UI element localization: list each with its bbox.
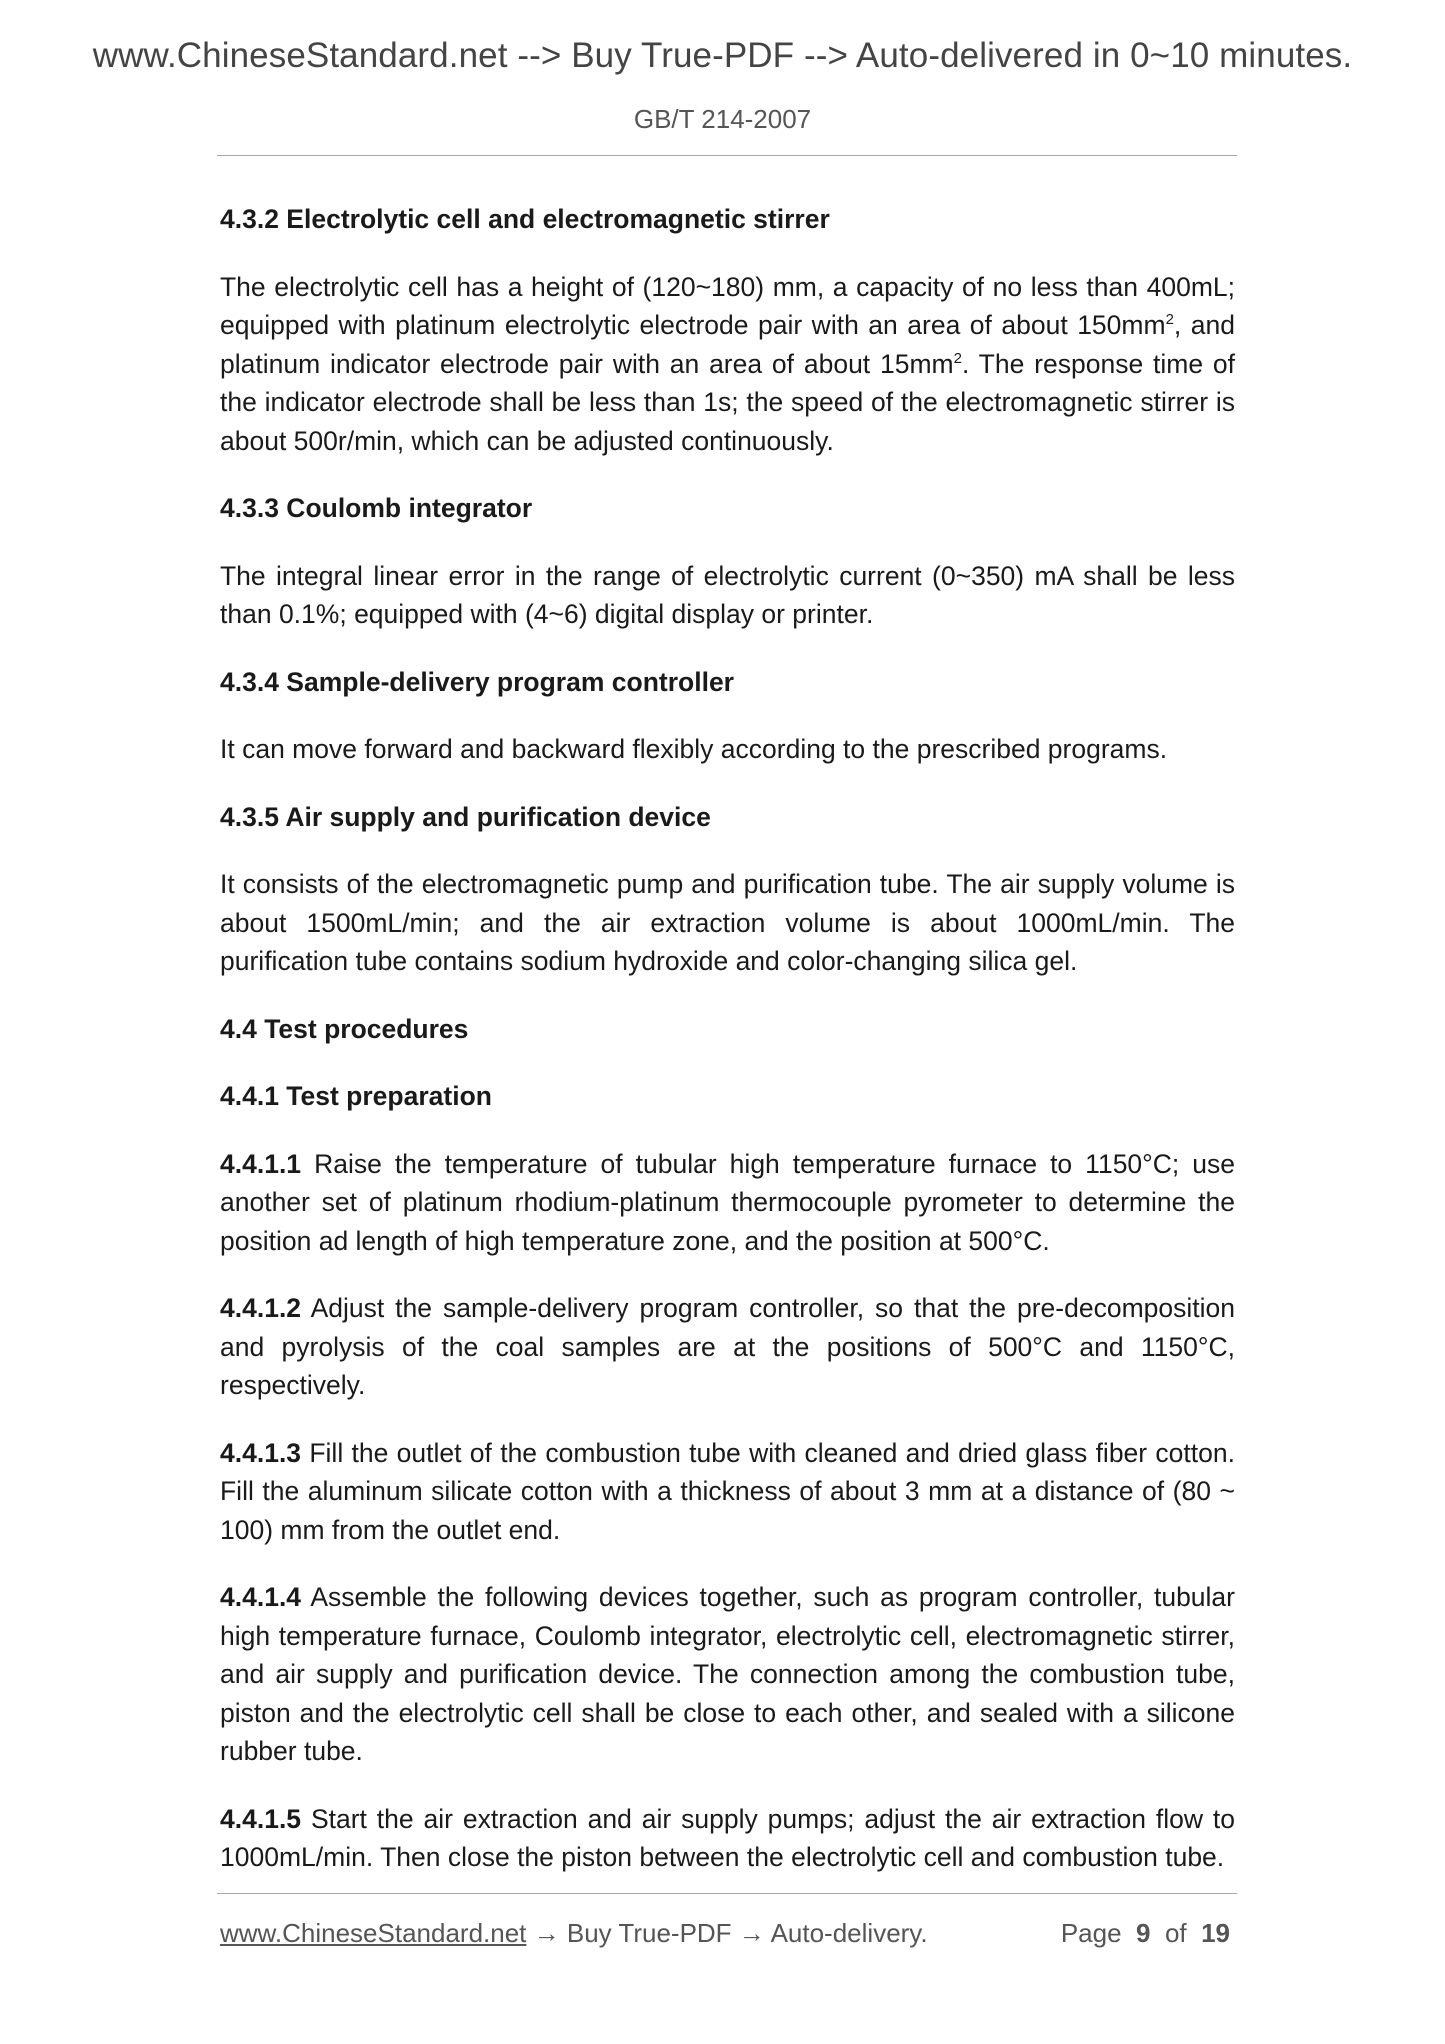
section-heading-4-3-2: 4.3.2 Electrolytic cell and electromagnetic stirrer [220, 204, 830, 234]
section-heading-4-3-4: 4.3.4 Sample-delivery program controller [220, 666, 734, 697]
section-body-4-3-2 [220, 268, 1235, 461]
clause-text: Fill the outlet of the combustion tube with cleaned and dried glass fiber cotton. Fill the aluminum silicate cotton with a thickness of about 3 mm at a distance of (80 ~ 100) mm from the outlet end. [220, 1437, 1235, 1545]
clause-text: Adjust the sample-delivery program controller, so that the pre-decomposition and pyrolysis of the coal samples are at the positions of 500°C and 1150°C, respectively. [220, 1293, 1235, 1400]
clause-number: 4.4.1.2 [220, 1293, 302, 1323]
page-label: Page [1060, 1918, 1122, 1948]
page-footer [220, 1918, 1230, 1949]
section-heading-4-3-3: 4.3.3 Coulomb integrator [220, 493, 533, 523]
clause-text: Raise the temperature of tubular high temperature furnace to 1150°C; use another set of platinum rhodium-platinum thermocouple pyrometer to determine the position ad length of high temperature zone, and the position at 500°C. [220, 1148, 1235, 1256]
header-divider [217, 155, 1237, 156]
clause-text: Assemble the following devices together, such as program controller, tubular high temperature furnace, Coulomb integrator, electrolytic cell, electromagnetic stirrer, and air supply and purification device. The connection among the combustion tube, piston and the electrolytic cell shall be close to each other, and sealed with a silicone rubber tube. [220, 1582, 1235, 1766]
clause-number: 4.4.1.5 [220, 1803, 302, 1834]
footer-tagline: → Buy True-PDF → Auto-delivery. [526, 1918, 928, 1948]
clause-number: 4.4.1.1 [220, 1148, 302, 1179]
clause-4-4-1-4 [220, 1578, 1235, 1771]
footer-divider [217, 1893, 1237, 1894]
section-heading-4-4: 4.4 Test procedures [220, 1013, 469, 1044]
clause-4-4-1-5 [220, 1800, 1235, 1877]
standard-number: GB/T 214-2007 [633, 104, 812, 134]
clause-number: 4.4.1.3 [220, 1437, 302, 1468]
clause-4-4-1-1 [220, 1145, 1235, 1261]
of-label: of [1164, 1918, 1187, 1948]
clause-4-4-1-2 [220, 1289, 1235, 1405]
page-total: 19 [1201, 1918, 1230, 1948]
superscript: 2 [1165, 311, 1174, 328]
footer-site-link[interactable]: www.ChineseStandard.net [220, 1918, 527, 1948]
clause-4-4-1-3 [220, 1434, 1235, 1550]
body-text: The electrolytic cell has a height of (120~180) mm, a capacity of no less than 400mL; equipped with platinum electrolytic electrode pair with an area of about 150mm [220, 271, 1235, 340]
superscript: 2 [953, 349, 962, 367]
clause-number: 4.4.1.4 [220, 1582, 302, 1612]
body-text: , and platinum indicator electrode pair with an area of about 15mm [220, 310, 1235, 379]
page-indicator [1061, 1918, 1230, 1949]
section-body-4-3-4: It can move forward and backward flexibly according to the prescribed programs. [220, 734, 1168, 764]
section-body-4-3-3: The integral linear error in the range of electrolytic current (0~350) mA shall be less than 0.1%; equipped with (4~6) digital display or printer. [220, 560, 1235, 629]
document-body [220, 200, 1235, 1906]
top-banner: www.ChineseStandard.net --> Buy True-PDF --> Auto-delivered in 0~10 minutes. [92, 36, 1353, 75]
section-body-4-3-5: It consists of the electromagnetic pump and purification tube. The air supply volume is about 1500mL/min; and the air extraction volume is about 1000mL/min. The purification tube contains sodium hydroxide and color-changing silica gel. [220, 869, 1235, 976]
section-heading-4-4-1: 4.4.1 Test preparation [220, 1081, 492, 1111]
clause-text: Start the air extraction and air supply pumps; adjust the air extraction flow to 1000mL/min. Then close the piston between the electrolytic cell and combustion tube. [220, 1803, 1235, 1872]
section-heading-4-3-5: 4.3.5 Air supply and purification device [220, 801, 711, 832]
page-current: 9 [1136, 1918, 1151, 1948]
body-text: . The response time of the indicator electrode shall be less than 1s; the speed of the electromagnetic stirrer is about 500r/min, which can be adjusted continuously. [220, 348, 1235, 456]
